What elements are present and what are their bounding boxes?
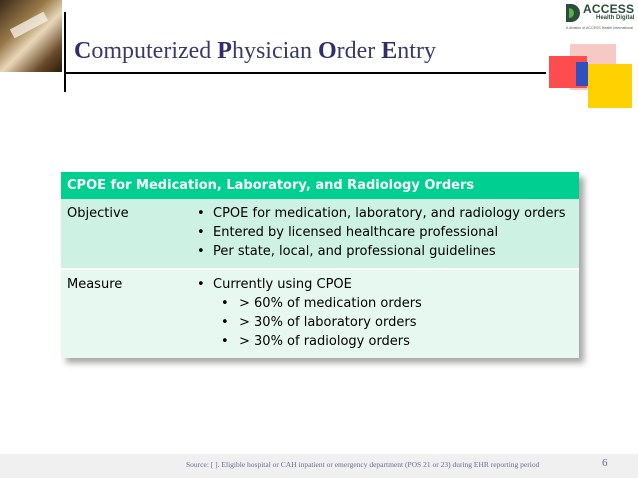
row-label: Objective xyxy=(61,199,189,269)
logo-brand: ACCESS xyxy=(583,2,635,16)
title-word: rder xyxy=(336,38,382,64)
sub-bullet-item: • > 60% of medication orders xyxy=(239,294,573,313)
logo-tagline: A division of ACCESS Health International xyxy=(566,26,633,30)
row-content xyxy=(189,269,579,358)
title-initial: O xyxy=(317,38,337,64)
corner-photo xyxy=(0,0,62,72)
bullet-item xyxy=(213,275,573,351)
title-initial: C xyxy=(74,38,92,64)
table-row-objective xyxy=(61,199,579,269)
title-initial: E xyxy=(381,38,398,64)
title-horizontal-rule xyxy=(64,72,546,74)
sub-bullet-item: • > 30% of radiology orders xyxy=(239,332,573,351)
slide-title xyxy=(74,38,436,65)
title-vertical-rule xyxy=(64,12,66,92)
sub-bullet-item: • > 30% of laboratory orders xyxy=(239,313,573,332)
source-note: Source: [ ]. Eligible hospital or CAH inpatient or emergency department (POS 21 or 23) during EHR reporting period xyxy=(186,460,540,469)
cpoe-table xyxy=(61,172,579,358)
title-word: omputerized xyxy=(91,38,218,64)
table-row-measure xyxy=(61,269,579,358)
bullet-item: • CPOE for medication, laboratory, and radiology orders xyxy=(213,204,573,223)
bullet-item: • Per state, local, and professional guidelines xyxy=(213,242,573,261)
row-label: Measure xyxy=(61,269,189,358)
title-initial: P xyxy=(217,38,232,64)
title-word: hysician xyxy=(231,38,318,64)
decor-square-yellow xyxy=(588,64,632,108)
logo-mark-icon xyxy=(566,4,580,22)
decor-square-blue xyxy=(576,62,588,86)
bullet-item: • Entered by licensed healthcare professional xyxy=(213,223,573,242)
bullet-text: Currently using CPOE xyxy=(213,277,352,292)
access-health-logo xyxy=(566,2,636,32)
page-number: 6 xyxy=(602,457,608,469)
table-header: CPOE for Medication, Laboratory, and Radiology Orders xyxy=(61,172,579,199)
row-content xyxy=(189,199,579,269)
logo-subtitle: Health Digital xyxy=(596,15,635,21)
photo-highlight xyxy=(10,12,48,39)
title-word: ntry xyxy=(397,38,436,64)
